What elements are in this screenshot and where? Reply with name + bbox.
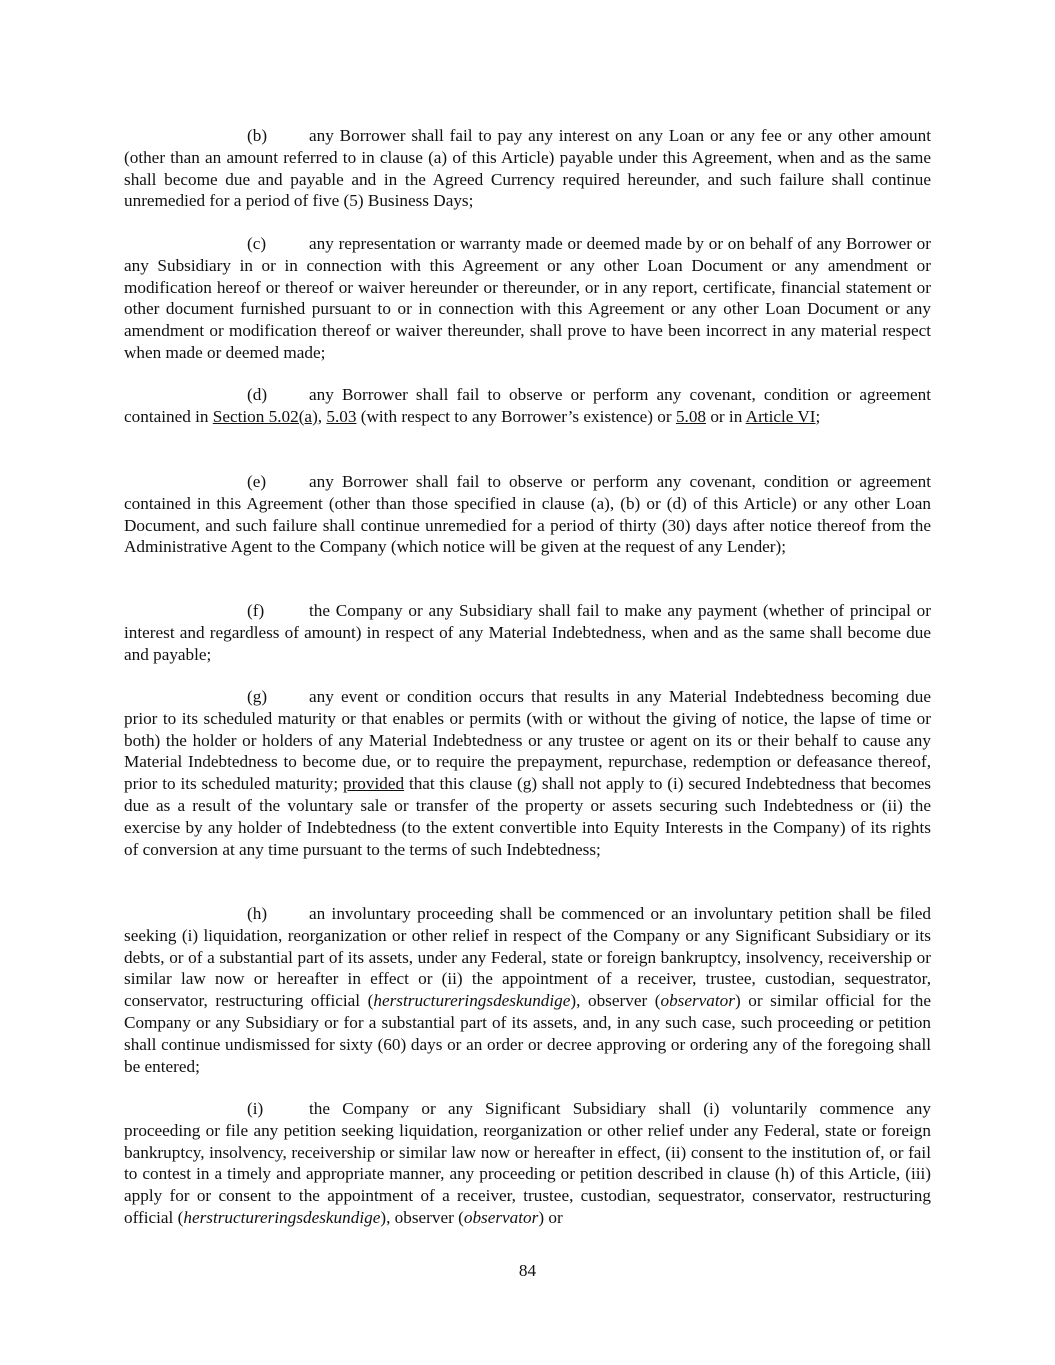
clause-g bbox=[124, 686, 931, 860]
clause-h bbox=[124, 903, 931, 1077]
clause-b bbox=[124, 125, 931, 212]
clause-label: (h) bbox=[247, 904, 268, 923]
foreign-term: herstructureringsdeskundige bbox=[373, 991, 571, 1011]
foreign-term: observator bbox=[463, 1207, 539, 1227]
foreign-term: herstructureringsdeskundige bbox=[183, 1207, 381, 1227]
section-5-08-link[interactable]: 5.08 bbox=[675, 406, 707, 426]
clause-text: ) or similar official for the Company or any Subsidiary or for a substantial part of its assets, and, in any such case, such proceeding or petition shall continue undismissed for sixty (60) days or an order or decree approving or ordering any of the foregoing shall be entered; bbox=[124, 991, 932, 1076]
clause-text: ) or bbox=[538, 1207, 563, 1227]
clause-f bbox=[124, 600, 931, 665]
clause-text: (with respect to any Borrower’s existence) or bbox=[356, 406, 676, 426]
page-number: 84 bbox=[518, 1261, 537, 1280]
clause-text: any representation or warranty made or deemed made by or on behalf of any Borrower or any Subsidiary in or in connection with this Agreement or any other Loan Document or any amendment or modification hereof or thereof or waiver hereunder or thereunder, or in any report, certificate, financial statement or other document furnished pursuant to or in connection with this Agreement or any other Loan Document or any amendment or modification thereof or waiver thereunder, shall prove to have been incorrect in any material respect when made or deemed made; bbox=[124, 234, 931, 362]
clause-text: any Borrower shall fail to pay any interest on any Loan or any fee or any other amount (other than an amount referred to in clause (a) of this Article) payable under this Agreement, when and as the same shall become due and payable and in the Agreed Currency required hereunder, and such failure shall continue unremedied for a period of five (5) Business Days; bbox=[124, 126, 931, 211]
clause-text: an involuntary proceeding shall be commenced or an involuntary petition shall be filed seeking (i) liquidation, reorganization or other relief in respect of the Company or any Significant Subsidiary or its debts, or of a substantial part of its assets, under any Federal, state or foreign bankruptcy, insolvency, receivership or similar law now or hereafter in effect or (ii) the appointment of a receiver, trustee, custodian, sequestrator, conservator, restructuring official ( bbox=[124, 904, 931, 1011]
clause-text: ; bbox=[815, 406, 821, 426]
clause-d bbox=[124, 384, 931, 428]
clause-label: (d) bbox=[247, 385, 268, 404]
clause-text: that this clause (g) shall not apply to (i) secured Indebtedness that becomes due as a result of the voluntary sale or transfer of the property or assets securing such Indebtedness or (ii) the exercise by any holder of Indebtedness (to the extent convertible into Equity Interests in the Company) of its rights of conversion at any time pursuant to the terms of such Indebtedness; bbox=[124, 774, 931, 859]
clause-text: the Company or any Significant Subsidiary shall (i) voluntarily commence any proceeding or file any petition seeking liquidation, reorganization or other relief under any Federal, state or foreign bankruptcy, insolvency, receivership or similar law now or hereafter in effect, (ii) consent to the institution of, or fail to contest in a timely and appropriate manner, any proceeding or petition described in clause (h) of this Article, (iii) apply for or consent to the appointment of a receiver, trustee, custodian, sequestrator, conservator, restructuring official ( bbox=[124, 1099, 931, 1227]
clause-text: ), observer ( bbox=[570, 991, 661, 1011]
clause-text: any event or condition occurs that results in any Material Indebtedness becoming due prior to its scheduled maturity or that enables or permits (with or without the giving of notice, the lapse of time or both) the holder or holders of any Material Indebtedness or any trustee or agent on its or their behalf to cause any Material Indebtedness to become due, or to require the prepayment, repurchase, redemption or defeasance thereof, prior to its scheduled maturity; bbox=[124, 687, 931, 794]
clause-i bbox=[124, 1098, 931, 1229]
article-vi-link[interactable]: Article VI bbox=[745, 406, 816, 426]
clause-c bbox=[124, 233, 931, 364]
clause-text: any Borrower shall fail to observe or perform any covenant, condition or agreement contained in bbox=[124, 385, 931, 426]
provided-term: provided bbox=[342, 774, 405, 794]
clause-label: (f) bbox=[247, 601, 265, 620]
clause-text: any Borrower shall fail to observe or perform any covenant, condition or agreement contained in this Agreement (other than those specified in clause (a), (b) or (d) of this Article) or any other Loan Document, and such failure shall continue unremedied for a period of thirty (30) days after notice thereof from the Administrative Agent to the Company (which notice will be given at the request of any Lender); bbox=[124, 472, 931, 557]
clause-text: ), observer ( bbox=[380, 1207, 464, 1227]
clause-e bbox=[124, 471, 931, 558]
foreign-term: observator bbox=[660, 991, 735, 1011]
clause-label: (g) bbox=[247, 687, 268, 706]
clause-label: (b) bbox=[247, 126, 268, 145]
clause-text: or in bbox=[706, 406, 746, 426]
clause-label: (c) bbox=[247, 234, 267, 253]
clause-label: (i) bbox=[247, 1099, 264, 1118]
clause-text: , bbox=[317, 406, 327, 426]
clause-text: the Company or any Subsidiary shall fail to make any payment (whether of principal or interest and regardless of amount) in respect of any Material Indebtedness, when and as the same shall become due and payable; bbox=[124, 601, 931, 664]
clause-label: (e) bbox=[247, 472, 267, 491]
section-5-03-link[interactable]: 5.03 bbox=[326, 406, 357, 426]
section-5-02a-link[interactable]: Section 5.02(a) bbox=[212, 406, 318, 426]
